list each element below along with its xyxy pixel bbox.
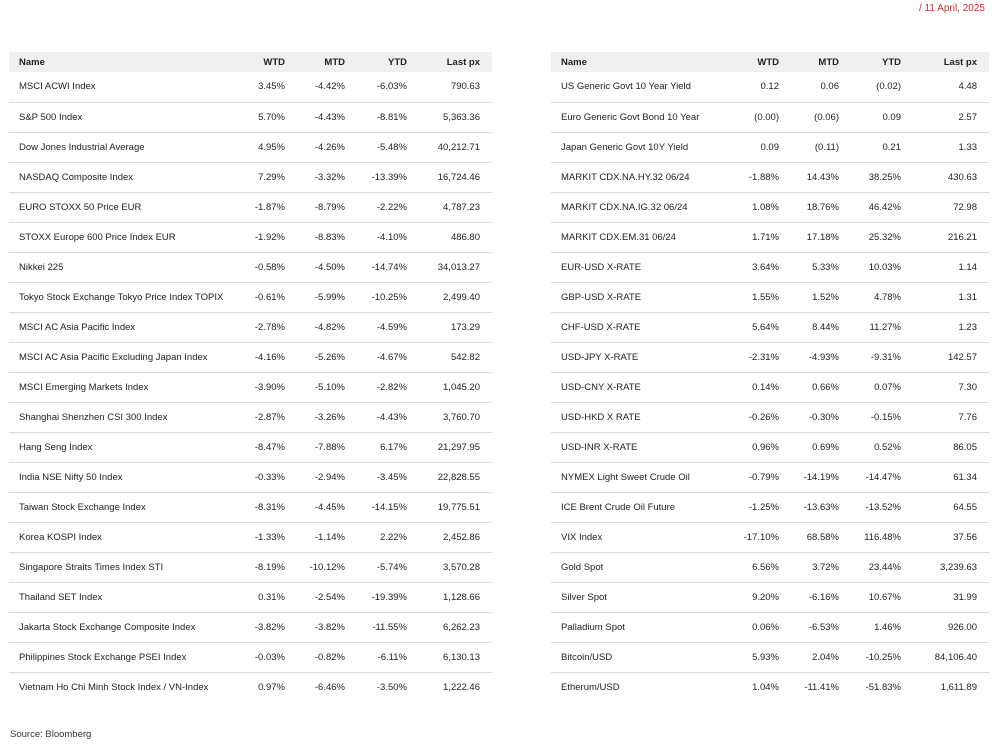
table-row bbox=[551, 402, 989, 432]
cell-ytd: -4.67% bbox=[376, 351, 407, 363]
cell-name: USD-INR X-RATE bbox=[561, 441, 638, 453]
cell-last-px: 790.63 bbox=[450, 81, 480, 93]
table-row bbox=[551, 312, 989, 342]
cell-last-px: 1,128.66 bbox=[443, 591, 480, 603]
cell-last-px: 1,045.20 bbox=[443, 381, 480, 393]
cell-name: US Generic Govt 10 Year Yield bbox=[561, 81, 691, 93]
cell-ytd: -13.39% bbox=[371, 171, 407, 183]
table-row bbox=[551, 522, 989, 552]
cell-name: Euro Generic Govt Bond 10 Year bbox=[561, 111, 700, 123]
cell-name: Nikkei 225 bbox=[19, 261, 64, 273]
cell-name: MSCI AC Asia Pacific Excluding Japan Index bbox=[19, 351, 208, 363]
cell-ytd: -4.59% bbox=[376, 321, 407, 333]
table-row bbox=[9, 312, 492, 342]
column-header-name: Name bbox=[19, 56, 45, 68]
cell-mtd: -4.50% bbox=[314, 261, 345, 273]
cell-wtd: 7.29% bbox=[258, 171, 285, 183]
cell-ytd: (0.02) bbox=[876, 81, 901, 93]
cell-last-px: 61.34 bbox=[953, 471, 977, 483]
cell-wtd: -1.92% bbox=[254, 231, 285, 243]
cell-mtd: 2.04% bbox=[812, 651, 839, 663]
cell-last-px: 86.05 bbox=[953, 441, 977, 453]
cell-ytd: 116.48% bbox=[864, 531, 901, 543]
table-row bbox=[9, 132, 492, 162]
cell-last-px: 7.30 bbox=[958, 381, 977, 393]
table-row bbox=[551, 582, 989, 612]
cell-ytd: 6.17% bbox=[380, 441, 407, 453]
table-row bbox=[9, 372, 492, 402]
cell-ytd: -14.15% bbox=[371, 501, 407, 513]
table-row bbox=[551, 492, 989, 522]
cell-mtd: -3.32% bbox=[314, 171, 345, 183]
cell-wtd: 1.08% bbox=[752, 201, 779, 213]
cell-mtd: -4.45% bbox=[314, 501, 345, 513]
cell-last-px: 64.55 bbox=[953, 501, 977, 513]
cell-wtd: -2.87% bbox=[254, 411, 285, 423]
cell-wtd: -3.90% bbox=[254, 381, 285, 393]
cell-ytd: -6.11% bbox=[377, 651, 407, 663]
table-row bbox=[551, 282, 989, 312]
cell-name: Shanghai Shenzhen CSI 300 Index bbox=[19, 411, 168, 423]
cell-mtd: 17.18% bbox=[806, 231, 839, 243]
cell-wtd: -8.31% bbox=[254, 501, 285, 513]
cell-name: Korea KOSPI Index bbox=[19, 531, 102, 543]
cell-name: Singapore Straits Times Index STI bbox=[19, 561, 164, 573]
cell-name: USD-JPY X-RATE bbox=[561, 351, 639, 363]
cell-mtd: -13.63% bbox=[803, 501, 839, 513]
cell-ytd: -9.31% bbox=[870, 351, 901, 363]
cell-name: STOXX Europe 600 Price Index EUR bbox=[19, 231, 176, 243]
cell-last-px: 1.23 bbox=[958, 321, 977, 333]
cell-last-px: 40,212.71 bbox=[437, 141, 480, 153]
column-header-last-px: Last px bbox=[446, 56, 480, 68]
cell-last-px: 4,787.23 bbox=[443, 201, 480, 213]
cell-last-px: 430.63 bbox=[947, 171, 977, 183]
cell-wtd: -8.47% bbox=[254, 441, 285, 453]
cell-ytd: 0.07% bbox=[874, 381, 901, 393]
cell-mtd: 1.52% bbox=[812, 291, 839, 303]
cell-ytd: -0.15% bbox=[870, 411, 901, 423]
cell-mtd: -14.19% bbox=[803, 471, 839, 483]
table-row bbox=[551, 192, 989, 222]
cell-name: ICE Brent Crude Oil Future bbox=[561, 501, 676, 513]
cell-ytd: 46.42% bbox=[868, 201, 901, 213]
cell-name: Hang Seng Index bbox=[19, 441, 93, 453]
cell-mtd: 14.43% bbox=[806, 171, 839, 183]
cell-ytd: -5.74% bbox=[376, 561, 407, 573]
cell-name: Tokyo Stock Exchange Tokyo Price Index TOPIX bbox=[19, 291, 224, 303]
cell-mtd: 18.76% bbox=[806, 201, 839, 213]
cell-mtd: -6.53% bbox=[808, 621, 839, 633]
cell-mtd: -8.79% bbox=[314, 201, 345, 213]
cell-name: S&P 500 Index bbox=[19, 111, 83, 123]
cell-name: MSCI Emerging Markets Index bbox=[19, 381, 149, 393]
cell-mtd: (0.06) bbox=[814, 111, 839, 123]
cell-name: USD-CNY X-RATE bbox=[561, 381, 641, 393]
cell-mtd: 8.44% bbox=[812, 321, 839, 333]
cell-wtd: -0.33% bbox=[254, 471, 285, 483]
cell-name: Gold Spot bbox=[561, 561, 604, 573]
cell-ytd: -13.52% bbox=[865, 501, 901, 513]
cell-last-px: 2.57 bbox=[958, 111, 977, 123]
cell-mtd: -4.43% bbox=[314, 111, 345, 123]
cell-last-px: 542.82 bbox=[450, 351, 480, 363]
cell-wtd: 1.71% bbox=[752, 231, 779, 243]
cell-name: Silver Spot bbox=[561, 591, 607, 603]
cell-ytd: -6.03% bbox=[376, 81, 407, 93]
cell-ytd: -10.25% bbox=[371, 291, 407, 303]
table-row bbox=[551, 372, 989, 402]
table-row bbox=[551, 342, 989, 372]
column-header-wtd: WTD bbox=[757, 56, 779, 68]
cell-name: India NSE Nifty 50 Index bbox=[19, 471, 123, 483]
table-row bbox=[551, 432, 989, 462]
cell-ytd: -3.45% bbox=[376, 471, 407, 483]
cell-wtd: -2.78% bbox=[254, 321, 285, 333]
cell-mtd: -4.93% bbox=[808, 351, 839, 363]
cell-wtd: -1.88% bbox=[748, 171, 779, 183]
equity-indices-table bbox=[9, 52, 492, 702]
cell-mtd: -5.99% bbox=[314, 291, 345, 303]
cell-ytd: -2.22% bbox=[376, 201, 407, 213]
table-row bbox=[551, 102, 989, 132]
table-row bbox=[9, 522, 492, 552]
cell-name: NASDAQ Composite Index bbox=[19, 171, 134, 183]
cell-wtd: 0.31% bbox=[258, 591, 285, 603]
cell-ytd: -4.43% bbox=[376, 411, 407, 423]
cell-name: MARKIT CDX.NA.HY.32 06/24 bbox=[561, 171, 690, 183]
cell-name: EUR-USD X-RATE bbox=[561, 261, 642, 273]
cell-wtd: (0.00) bbox=[754, 111, 779, 123]
cell-wtd: -4.16% bbox=[254, 351, 285, 363]
cell-ytd: -5.48% bbox=[376, 141, 407, 153]
cell-name: Bitcoin/USD bbox=[561, 651, 613, 663]
cell-last-px: 1,611.89 bbox=[940, 681, 977, 693]
cell-ytd: -14.74% bbox=[371, 261, 407, 273]
cell-last-px: 3,239.63 bbox=[940, 561, 977, 573]
report-date: / 11 April, 2025 bbox=[919, 3, 985, 14]
cell-last-px: 1.31 bbox=[958, 291, 977, 303]
table-row bbox=[9, 192, 492, 222]
cell-ytd: 1.46% bbox=[874, 621, 901, 633]
table-row bbox=[9, 222, 492, 252]
cell-last-px: 1.33 bbox=[958, 141, 977, 153]
column-header-name: Name bbox=[561, 56, 587, 68]
cell-mtd: -10.12% bbox=[309, 561, 345, 573]
column-header-mtd: MTD bbox=[818, 56, 839, 68]
cell-mtd: -8.83% bbox=[314, 231, 345, 243]
cell-last-px: 37.56 bbox=[953, 531, 977, 543]
cell-mtd: -0.82% bbox=[314, 651, 345, 663]
table-row bbox=[9, 462, 492, 492]
cell-last-px: 16,724.46 bbox=[437, 171, 480, 183]
table-row bbox=[551, 222, 989, 252]
cell-mtd: -4.26% bbox=[314, 141, 345, 153]
table-row bbox=[551, 132, 989, 162]
cell-wtd: 0.06% bbox=[752, 621, 779, 633]
cell-last-px: 1,222.46 bbox=[443, 681, 480, 693]
cell-ytd: 0.52% bbox=[874, 441, 901, 453]
table-row bbox=[9, 642, 492, 672]
cell-wtd: 9.20% bbox=[752, 591, 779, 603]
table-row bbox=[551, 642, 989, 672]
table-row bbox=[9, 582, 492, 612]
cell-ytd: -3.50% bbox=[376, 681, 407, 693]
cell-name: VIX Index bbox=[561, 531, 603, 543]
cell-wtd: -17.10% bbox=[743, 531, 779, 543]
table-row bbox=[551, 612, 989, 642]
cell-wtd: -2.31% bbox=[748, 351, 779, 363]
column-header-ytd: YTD bbox=[388, 56, 407, 68]
cell-name: MARKIT CDX.EM.31 06/24 bbox=[561, 231, 676, 243]
cell-wtd: 0.97% bbox=[258, 681, 285, 693]
cell-ytd: 23.44% bbox=[868, 561, 901, 573]
cell-wtd: -8.19% bbox=[254, 561, 285, 573]
cell-wtd: 0.09 bbox=[760, 141, 779, 153]
cell-mtd: (0.11) bbox=[814, 141, 839, 153]
table-row bbox=[9, 282, 492, 312]
cell-ytd: -11.55% bbox=[372, 621, 407, 633]
cell-mtd: 3.72% bbox=[812, 561, 839, 573]
cell-name: MSCI AC Asia Pacific Index bbox=[19, 321, 136, 333]
column-header-last-px: Last px bbox=[943, 56, 977, 68]
cell-mtd: -1.14% bbox=[314, 531, 345, 543]
cell-ytd: 0.21 bbox=[882, 141, 901, 153]
cell-ytd: 38.25% bbox=[868, 171, 901, 183]
table-row bbox=[9, 342, 492, 372]
cell-name: CHF-USD X-RATE bbox=[561, 321, 641, 333]
source-note: Source: Bloomberg bbox=[10, 729, 92, 740]
cell-wtd: -1.87% bbox=[254, 201, 285, 213]
cell-ytd: -4.10% bbox=[376, 231, 407, 243]
cell-wtd: -0.61% bbox=[254, 291, 285, 303]
cell-mtd: -2.54% bbox=[314, 591, 345, 603]
cell-name: Thailand SET Index bbox=[19, 591, 103, 603]
cell-ytd: -14.47% bbox=[865, 471, 901, 483]
cell-name: Philippines Stock Exchange PSEI Index bbox=[19, 651, 187, 663]
table-header-row bbox=[551, 52, 989, 72]
table-row bbox=[9, 102, 492, 132]
cell-last-px: 72.98 bbox=[953, 201, 977, 213]
cell-wtd: -0.26% bbox=[748, 411, 779, 423]
cell-ytd: 0.09 bbox=[882, 111, 901, 123]
cell-wtd: 6.56% bbox=[752, 561, 779, 573]
cell-ytd: -19.39% bbox=[371, 591, 407, 603]
table-row bbox=[551, 252, 989, 282]
table-header-row bbox=[9, 52, 492, 72]
cell-name: MSCI ACWI Index bbox=[19, 81, 96, 93]
cell-wtd: -3.82% bbox=[254, 621, 285, 633]
cell-ytd: -10.25% bbox=[865, 651, 901, 663]
cell-ytd: 25.32% bbox=[868, 231, 901, 243]
cell-mtd: -3.82% bbox=[314, 621, 345, 633]
cell-wtd: -1.33% bbox=[254, 531, 285, 543]
cell-mtd: 0.66% bbox=[812, 381, 839, 393]
cell-ytd: 11.27% bbox=[869, 321, 901, 333]
cell-ytd: 2.22% bbox=[380, 531, 407, 543]
cell-name: USD-HKD X RATE bbox=[561, 411, 641, 423]
rates-fx-commodities-table bbox=[551, 52, 989, 702]
cell-last-px: 7.76 bbox=[958, 411, 977, 423]
cell-last-px: 3,570.28 bbox=[443, 561, 480, 573]
table-row bbox=[9, 162, 492, 192]
cell-wtd: -0.58% bbox=[254, 261, 285, 273]
cell-last-px: 31.99 bbox=[953, 591, 977, 603]
table-row bbox=[551, 462, 989, 492]
cell-wtd: -0.03% bbox=[254, 651, 285, 663]
table-row bbox=[551, 72, 989, 102]
cell-wtd: 1.55% bbox=[752, 291, 779, 303]
cell-last-px: 2,452.86 bbox=[443, 531, 480, 543]
cell-wtd: -0.79% bbox=[748, 471, 779, 483]
cell-mtd: -11.41% bbox=[804, 681, 839, 693]
table-row bbox=[551, 552, 989, 582]
cell-mtd: -4.82% bbox=[314, 321, 345, 333]
cell-mtd: -5.26% bbox=[314, 351, 345, 363]
cell-mtd: 5.33% bbox=[812, 261, 839, 273]
cell-name: Dow Jones Industrial Average bbox=[19, 141, 145, 153]
table-row bbox=[9, 402, 492, 432]
cell-name: Jakarta Stock Exchange Composite Index bbox=[19, 621, 196, 633]
table-row bbox=[9, 672, 492, 702]
cell-last-px: 2,499.40 bbox=[443, 291, 480, 303]
cell-last-px: 142.57 bbox=[947, 351, 977, 363]
cell-mtd: -4.42% bbox=[314, 81, 345, 93]
table-row bbox=[551, 672, 989, 702]
cell-wtd: 0.12 bbox=[760, 81, 779, 93]
cell-last-px: 6,130.13 bbox=[443, 651, 480, 663]
cell-mtd: 0.69% bbox=[812, 441, 839, 453]
table-row bbox=[9, 612, 492, 642]
table-row bbox=[9, 252, 492, 282]
table-row bbox=[9, 492, 492, 522]
cell-wtd: 0.96% bbox=[752, 441, 779, 453]
cell-wtd: 0.14% bbox=[752, 381, 779, 393]
cell-wtd: 3.64% bbox=[752, 261, 779, 273]
cell-last-px: 173.29 bbox=[450, 321, 480, 333]
cell-wtd: 1.04% bbox=[752, 681, 779, 693]
cell-name: Palladium Spot bbox=[561, 621, 625, 633]
cell-mtd: -3.26% bbox=[314, 411, 345, 423]
cell-last-px: 21,297.95 bbox=[437, 441, 480, 453]
cell-last-px: 3,760.70 bbox=[443, 411, 480, 423]
cell-mtd: -7.88% bbox=[314, 441, 345, 453]
cell-last-px: 486.80 bbox=[450, 231, 480, 243]
cell-wtd: 5.93% bbox=[752, 651, 779, 663]
cell-last-px: 34,013.27 bbox=[437, 261, 480, 273]
cell-wtd: -1.25% bbox=[748, 501, 779, 513]
cell-last-px: 926.00 bbox=[947, 621, 977, 633]
column-header-wtd: WTD bbox=[263, 56, 285, 68]
cell-ytd: 10.67% bbox=[868, 591, 901, 603]
cell-name: Taiwan Stock Exchange Index bbox=[19, 501, 146, 513]
cell-wtd: 4.95% bbox=[258, 141, 285, 153]
cell-ytd: 10.03% bbox=[868, 261, 901, 273]
cell-mtd: 0.06 bbox=[820, 81, 839, 93]
cell-ytd: -2.82% bbox=[376, 381, 407, 393]
cell-last-px: 6,262.23 bbox=[443, 621, 480, 633]
cell-name: Etherum/USD bbox=[561, 681, 620, 693]
cell-mtd: -6.46% bbox=[314, 681, 345, 693]
table-row bbox=[9, 432, 492, 462]
cell-wtd: 3.45% bbox=[258, 81, 285, 93]
cell-name: EURO STOXX 50 Price EUR bbox=[19, 201, 142, 213]
table-row bbox=[9, 72, 492, 102]
cell-name: NYMEX Light Sweet Crude Oil bbox=[561, 471, 690, 483]
cell-last-px: 216.21 bbox=[947, 231, 977, 243]
cell-last-px: 1.14 bbox=[958, 261, 977, 273]
cell-name: GBP-USD X-RATE bbox=[561, 291, 642, 303]
cell-wtd: 5.70% bbox=[258, 111, 285, 123]
column-header-ytd: YTD bbox=[882, 56, 901, 68]
cell-ytd: 4.78% bbox=[874, 291, 901, 303]
cell-mtd: -5.10% bbox=[314, 381, 345, 393]
cell-mtd: -0.30% bbox=[808, 411, 839, 423]
cell-name: Vietnam Ho Chi Minh Stock Index / VN-Index bbox=[19, 681, 209, 693]
cell-mtd: -6.16% bbox=[808, 591, 839, 603]
cell-last-px: 4.48 bbox=[958, 81, 977, 93]
cell-last-px: 84,106.40 bbox=[934, 651, 977, 663]
cell-mtd: -2.94% bbox=[314, 471, 345, 483]
table-row bbox=[9, 552, 492, 582]
cell-last-px: 5,363.36 bbox=[443, 111, 480, 123]
cell-name: MARKIT CDX.NA.IG.32 06/24 bbox=[561, 201, 688, 213]
cell-name: Japan Generic Govt 10Y Yield bbox=[561, 141, 689, 153]
cell-last-px: 19,775.51 bbox=[437, 501, 480, 513]
cell-ytd: -8.81% bbox=[376, 111, 407, 123]
column-header-mtd: MTD bbox=[324, 56, 345, 68]
cell-ytd: -51.83% bbox=[865, 681, 901, 693]
cell-wtd: 5.64% bbox=[752, 321, 779, 333]
cell-last-px: 22,828.55 bbox=[437, 471, 480, 483]
table-row bbox=[551, 162, 989, 192]
cell-mtd: 68.58% bbox=[806, 531, 839, 543]
